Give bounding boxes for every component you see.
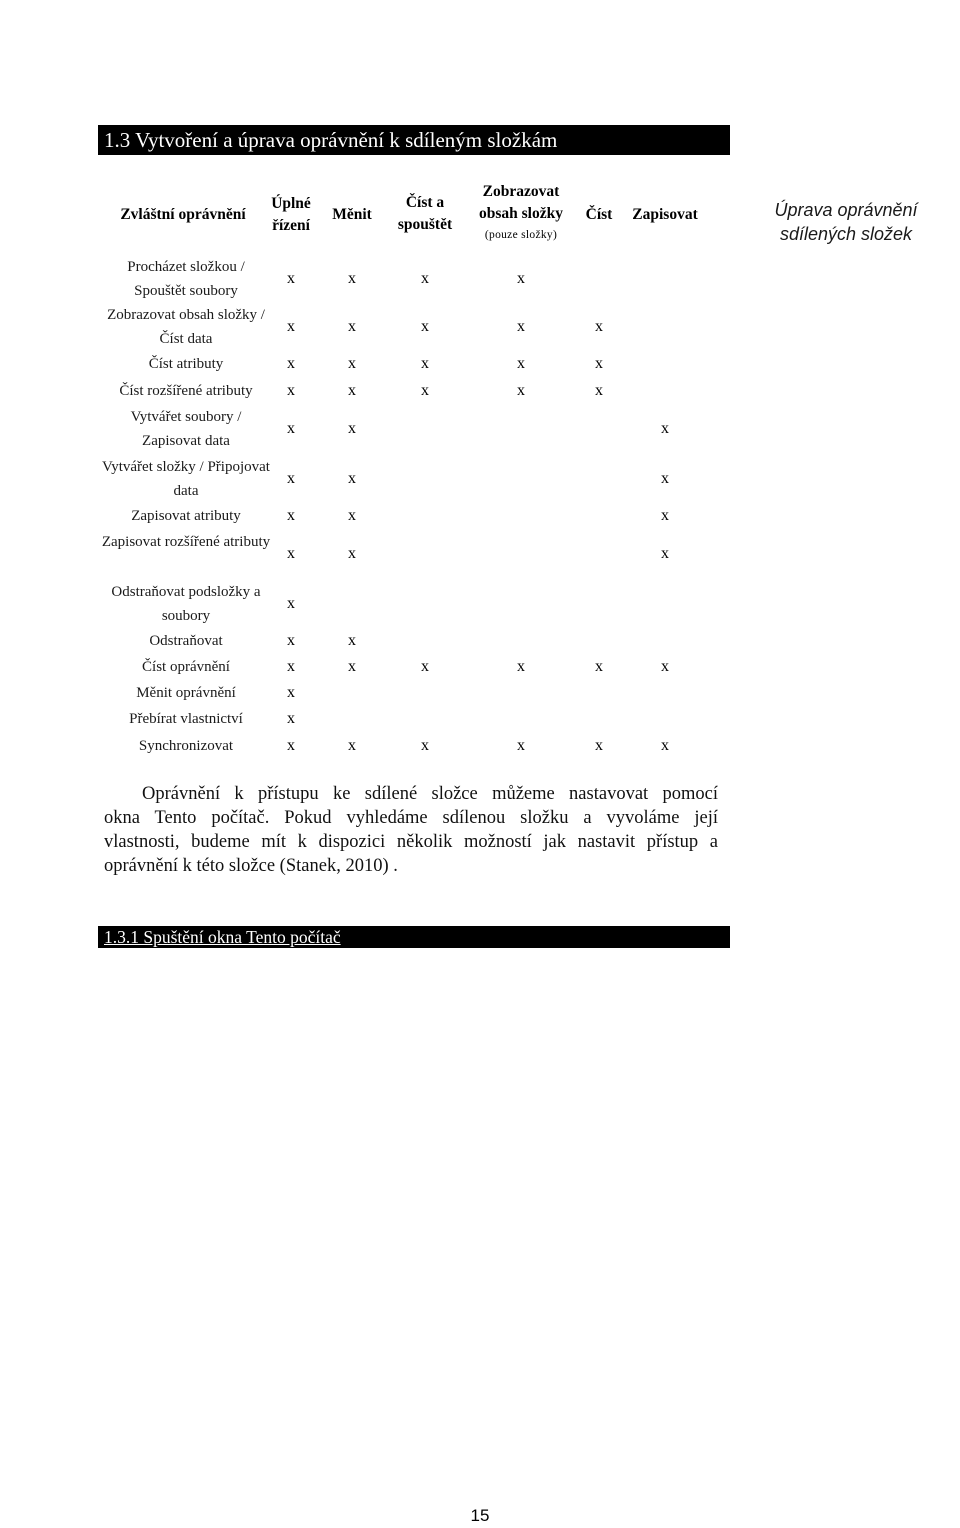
permission-mark: x [661,507,669,524]
permission-mark: x [287,632,295,649]
permission-mark: x [595,658,603,675]
permission-mark: x [348,470,356,487]
permission-mark: x [517,382,525,399]
section-heading: 1.3 Vytvoření a úprava oprávnění k sdíleným složkám [98,125,730,155]
permission-mark: x [348,632,356,649]
permission-mark: x [287,710,295,727]
column-header-label: Číst [585,206,613,223]
permission-mark: x [421,270,429,287]
permission-mark: x [287,658,295,675]
table-row-label: Odstraňovat [149,633,223,649]
permission-mark: x [287,545,295,562]
permission-mark: x [421,737,429,754]
column-header-label: Úplné řízení [271,195,311,234]
permission-mark: x [348,270,356,287]
table-row-label: Číst oprávnění [142,659,230,675]
paragraph-line: oprávnění k této složce (Stanek, 2010) . [104,856,398,876]
paragraph-line: vlastnosti, budeme mít k dispozici několik možností jak nastavit přístup a [104,832,718,852]
table-row-label: Měnit oprávnění [136,685,236,701]
permission-mark: x [661,470,669,487]
paragraph-line: Oprávnění k přístupu ke sdílené složce můžeme nastavovat pomocí [142,784,718,804]
table-row-label: Vytvářet soubory / Zapisovat data [130,409,242,449]
permission-mark: x [287,737,295,754]
column-header-note: (pouze složky) [484,229,558,241]
table-row-label: Zapisovat atributy [131,508,241,524]
table-row-label: Synchronizovat [138,738,234,754]
corner-header: Zvláštní oprávnění [120,206,246,223]
subsection-heading: 1.3.1 Spuštění okna Tento počítač [98,926,730,948]
table-row-label: Číst rozšířené atributy [119,383,253,399]
permission-mark: x [661,420,669,437]
column-header [322,204,382,226]
permission-mark: x [595,382,603,399]
table-row-label: Zapisovat rozšířené atributy [101,534,271,550]
table-row-label: Zobrazovat obsah složky / Číst data [107,307,265,347]
permission-mark: x [287,420,295,437]
column-header-label: Číst a spouštět [397,194,453,233]
body-paragraph [104,782,718,878]
column-header [574,204,624,226]
column-header [380,192,470,236]
column-header [466,181,576,245]
table-row-label: Číst atributy [148,356,224,372]
permission-mark: x [287,684,295,701]
column-header-label: Zapisovat [632,206,698,223]
permission-mark: x [421,355,429,372]
page-number: 15 [470,1506,490,1525]
table-row-label: Odstraňovat podsložky a soubory [111,584,261,624]
permission-mark: x [661,737,669,754]
column-header-label: Měnit [332,206,372,223]
column-header-label: Zobrazovat obsah složky [479,183,563,222]
column-header [261,193,321,237]
permission-mark: x [287,595,295,612]
permission-mark: x [287,507,295,524]
permission-mark: x [661,545,669,562]
permission-mark: x [595,318,603,335]
permission-mark: x [348,658,356,675]
table-row-label: Vytvářet složky / Připojovat data [102,459,270,499]
permission-mark: x [595,355,603,372]
permission-mark: x [517,355,525,372]
permission-mark: x [595,737,603,754]
table-row-label: Procházet složkou / Spouštět soubory [127,259,245,299]
permission-mark: x [517,737,525,754]
permission-mark: x [421,658,429,675]
permission-mark: x [287,318,295,335]
side-note: Úprava oprávnění sdílených složek [774,200,918,244]
permission-mark: x [517,318,525,335]
permission-mark: x [348,420,356,437]
paragraph-line: okna Tento počítač. Pokud vyhledáme sdílenou složku a vyvoláme její [104,808,718,828]
permission-mark: x [348,507,356,524]
permission-mark: x [421,382,429,399]
permission-mark: x [287,382,295,399]
permission-mark: x [287,355,295,372]
permission-mark: x [517,270,525,287]
permission-mark: x [287,270,295,287]
permission-mark: x [348,355,356,372]
table-row-label: Přebírat vlastnictví [129,711,243,727]
permission-mark: x [348,545,356,562]
column-header [620,204,710,226]
permission-mark: x [421,318,429,335]
permission-mark: x [348,737,356,754]
permission-mark: x [348,382,356,399]
permission-mark: x [517,658,525,675]
permission-mark: x [661,658,669,675]
permission-mark: x [348,318,356,335]
permission-mark: x [287,470,295,487]
